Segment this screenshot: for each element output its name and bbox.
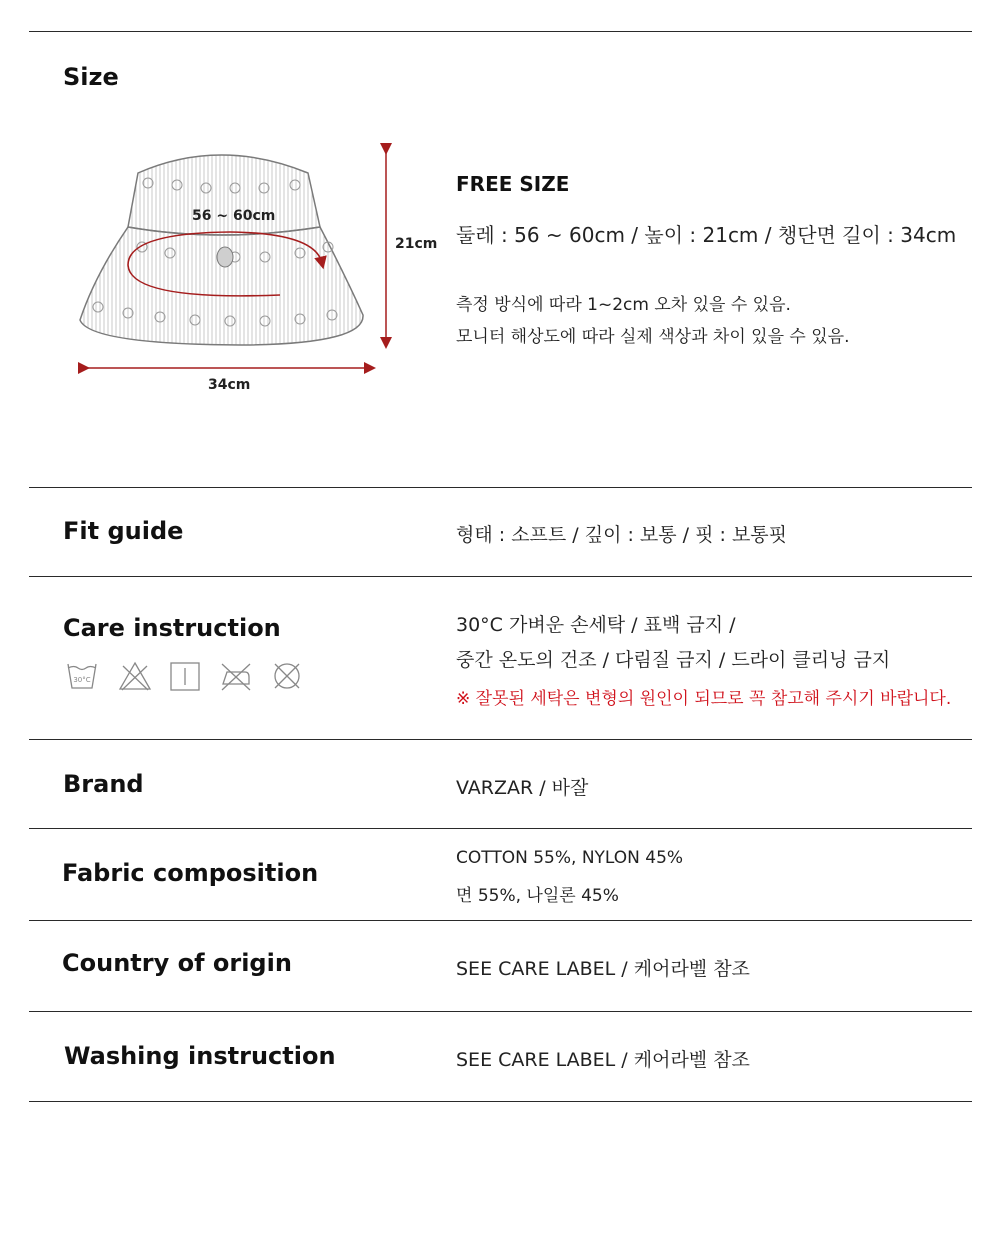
divider	[29, 739, 972, 740]
fabric-line-1: COTTON 55%, NYLON 45%	[456, 848, 684, 868]
brand-heading: Brand	[63, 770, 144, 798]
divider	[29, 828, 972, 829]
divider	[29, 920, 972, 921]
free-size-title: FREE SIZE	[456, 172, 570, 196]
brand-value: VARZAR / 바잘	[456, 777, 589, 799]
size-heading: Size	[63, 63, 119, 91]
fit-guide-value: 형태 : 소프트 / 깊이 : 보통 / 핏 : 보통핏	[456, 524, 788, 546]
hat-brim	[80, 227, 363, 345]
fit-guide-heading: Fit guide	[63, 517, 184, 545]
no-dry-clean-icon	[271, 660, 303, 692]
divider	[29, 1101, 972, 1102]
divider	[29, 31, 972, 32]
fabric-line-2: 면 55%, 나일론 45%	[456, 886, 619, 906]
bucket-hat-illustration	[70, 135, 440, 395]
hat-label-patch	[217, 247, 233, 267]
hat-diagram	[70, 135, 440, 395]
washing-value: SEE CARE LABEL / 케어라벨 참조	[456, 1049, 750, 1071]
care-heading: Care instruction	[63, 614, 281, 642]
divider	[29, 1011, 972, 1012]
washing-heading: Washing instruction	[64, 1042, 336, 1070]
line-dry-icon	[169, 660, 201, 692]
width-label: 34cm	[208, 377, 251, 393]
care-warning: ※ 잘못된 세탁은 변형의 원인이 되므로 꼭 참고해 주시기 바랍니다.	[456, 689, 952, 709]
no-iron-icon	[219, 660, 253, 692]
circumference-label: 56 ~ 60cm	[192, 208, 276, 224]
fabric-heading: Fabric composition	[62, 859, 319, 887]
size-note-2: 모니터 해상도에 따라 실제 색상과 차이 있을 수 있음.	[456, 327, 850, 347]
divider	[29, 487, 972, 488]
height-label: 21cm	[395, 236, 438, 252]
care-line-1: 30°C 가벼운 손세탁 / 표백 금지 /	[456, 614, 736, 636]
size-note-1: 측정 방식에 따라 1~2cm 오차 있을 수 있음.	[456, 295, 791, 315]
hand-wash-30-icon	[66, 660, 98, 692]
origin-heading: Country of origin	[62, 949, 292, 977]
origin-value: SEE CARE LABEL / 케어라벨 참조	[456, 958, 750, 980]
no-bleach-icon	[118, 660, 152, 692]
divider	[29, 576, 972, 577]
care-line-2: 중간 온도의 건조 / 다림질 금지 / 드라이 클리닝 금지	[456, 649, 891, 671]
size-measurements: 둘레 : 56 ~ 60cm / 높이 : 21cm / 챙단면 길이 : 34cm	[456, 223, 957, 247]
wash-temp-text: 30°C	[73, 676, 91, 684]
